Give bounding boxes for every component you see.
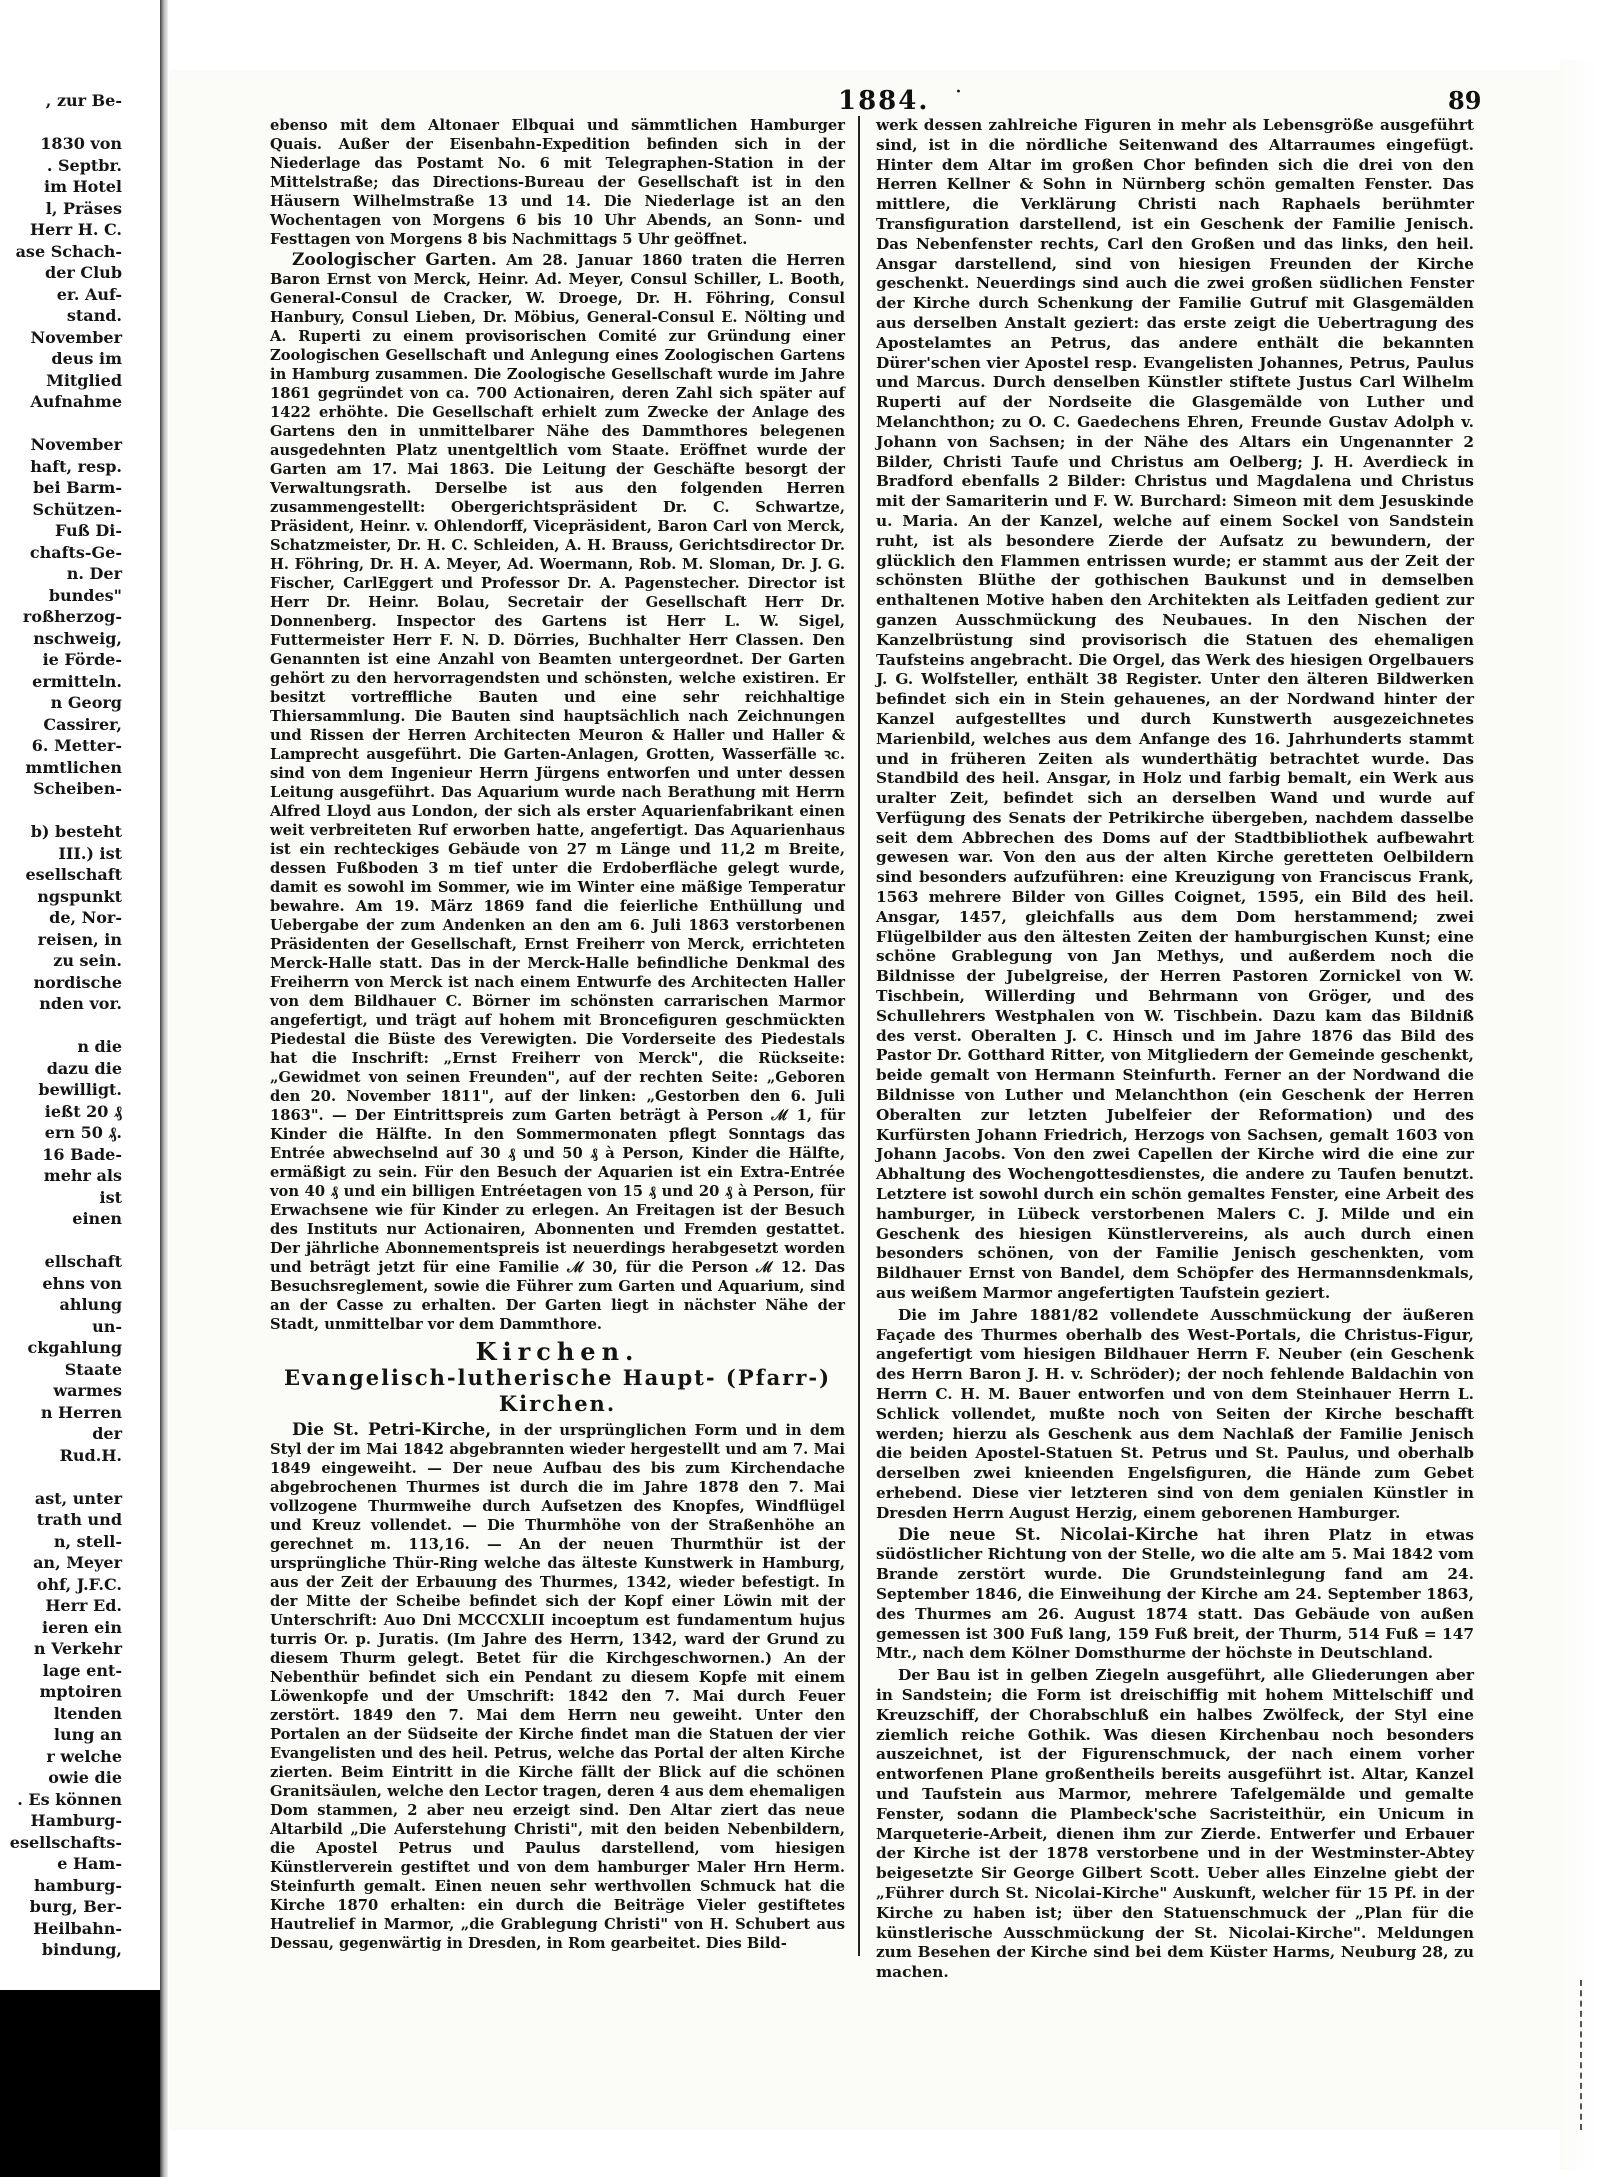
- petri-paragraph: [270, 1421, 845, 1953]
- petri-continued-paragraph: werk dessen zahlreiche Figuren in mehr als Lebensgröße ausgeführt sind, ist in die nördliche Seitenwand des Altarraumes eingefügt. Hinter dem Altar im großen Chor befinden sich die drei von den Herren Kellner & Sohn in Nürnberg schön gemalten Fenster. Das mittlere, die Verklärung Christi nach Raphaels berühmter Transfiguration darstellend, ist ein Geschenk der Familie Jenisch. Das Nebenfenster rechts, Carl den Großen und das links, den heil. Ansgar darstellend, sind von hiesigen Freunden der Kirche geschenkt. Neuerdings sind auch die zwei großen südlichen Fenster der Kirche durch Schenkung der Familie Gutruf mit Glasgemälden aus derselben Anstalt geziert: das erste zeigt die Uebertragung des Apostelamtes an Petrus, das andere enthält die bekannten Dürer'schen vier Apostel resp. Evangelisten Johannes, Petrus, Paulus und Marcus. Durch denselben Künstler stiftete Justus Carl Wilhelm Ruperti auf der Nordseite die Glasgemälde von Luther und Melanchthon; zu O. C. Gaedechens Ehren, Freunde Gustav Adolph v. Johann von Sachsen; in der Nähe des Altars ein Ungenannter 2 Bilder, Christi Taufe und Christus am Oelberg; J. H. Averdieck in Bradford ebenfalls 2 Bilder: Christus und Magdalena und Christus mit der Samariterin und F. W. Burchard: Simeon mit dem Jesuskinde u. Maria. An der Kanzel, welche auf einem Sockel von Sandstein ruht, ist als besondere Zierde der Aufsatz zu bewundern, der glücklich den Flammen entrissen wurde; er stammt aus der Zeit der schönsten Blüthe der gothischen Baukunst und in demselben enthaltenen Motive haben den Architekten als Leitfaden gedient zur ganzen Ausschmückung des Neubaues. In den Nischen der Kanzelbrüstung sind provisorisch die Statuen des ehemaligen Taufsteins angebracht. Die Orgel, das Werk des hiesigen Orgelbauers J. G. Wolfsteller, enthält 38 Register. Unter den älteren Bildwerken befindet sich ein in Stein gehauenes, an der Nordwand hinter der Kanzel aufgestelltes und durch Kunstwerth ausgezeichnetes Marienbild, welches aus dem Anfange des 16. Jahrhunderts stammt und in früheren Zeiten als wunderthätig betrachtet wurde. Das Standbild des heil. Ansgar, in Holz und farbig bemalt, ein Werk aus uralter Zeit, befindet sich an derselben Wand und wurde auf Verfügung des Senats der Petrikirche übergeben, nachdem dasselbe seit dem Abbrechen des Doms auf der Stadtbibliothek aufbewahrt gewesen war. Von den aus der alten Kirche geretteten Oelbildern sind besonders aufzuführen: eine Kreuzigung von Franciscus Frank, 1563 mehrere Bilder von Gilles Coignet, 1595, ein Bild des heil. Ansgar, 1457, gleichfalls aus dem Dom herstammend; zwei Flügelbilder aus den ältesten Zeiten der hamburgischen Kunst; eine schöne Grablegung von Jan Methys, und außerdem noch die Bildnisse der Jubelgreise, der Herren Pastoren Zornickel von W. Tischbein, Willerding und Behrmann von Gröger, und des Schullehrers Westphalen von W. Tischbein. Dazu kam das Bildniß des verst. Oberalten J. C. Hinsch und im Jahre 1876 das Bild des Pastor Dr. Gotthard Ritter, von Mitgliedern der Gemeinde geschenkt, beide gemalt von Hermann Steinfurth. Ferner an der Nordwand die Bildnisse von Luther und Melanchthon (ein Geschenk der Herren Oberalten zur letzten Jubelfeier der Reformation) und des Kurfürsten Johann Friedrich, Herzogs von Sachsen, gemalt 1603 von Johann Jacobs. Von den zwei Capellen der Kirche wird die eine zur Abhaltung des Wochengottesdienstes, die andere zu Taufen benutzt. Letztere ist sowohl durch ein schön gemaltes Fenster, eine Arbeit des hamburger, in Lübeck verstorbenen Malers C. J. Milde und ein Geschenk des hiesigen Künstlervereins, als auch durch einen besonders schönen, von der Familie Jenisch geschenkten, vom Bildhauer Ernst von Bandel, dem Schöpfer des Hermannsdenkmals, aus weißem Marmor angefertigten Taufstein geziert.: [876, 116, 1474, 1303]
- fragment-line: Herr H. C.: [29, 220, 122, 239]
- fragment-line: [0, 1015, 130, 1037]
- fragment-line: ist: [99, 1187, 122, 1207]
- fragment-line: 6. Metter-: [31, 736, 122, 755]
- fragment-line: ieren ein: [42, 1617, 122, 1637]
- fragment-line: Mitglied: [46, 370, 122, 390]
- fragment-line: ießt 20 ₰: [44, 1101, 122, 1121]
- fragment-line: ast, unter: [34, 1488, 122, 1508]
- fragment-line: der: [92, 1424, 122, 1443]
- nicolai-construction-paragraph: Der Bau ist in gelben Ziegeln ausgeführt, alle Gliederungen aber in Sandstein; die Form ist dreischiffig mit hohem Mittelschiff und Kreuzschiff, der Chorabschluß ein halbes Zwölfeck, der Styl eine ziemlich reiche Gothik. Was diesen Kirchenbau noch besonders auszeichnet, ist der Figurenschmuck, der nach einem vorher entworfenen Plane großentheils bereits ausgeführt ist. Altar, Kanzel und Taufstein aus Marmor, mehrere Tafelgemälde und gemalte Fenster, sodann die Plambeck'sche Sacristeithür, ein Unicum in Marqueterie-Arbeit, dienen ihm zur Zierde. Entwerfer und Erbauer der Kirche ist der 1878 verstorbene und in der Westminster-Abtey beigesetzte Sir George Gilbert Scott. Ueber alles Einzelne giebt der „Führer durch St. Nicolai-Kirche" Auskunft, welcher für 15 Pf. in der Kirche zu haben ist; über den Statuenschmuck der „Plan für die künstlerische Ausschmückung der St. Nicolai-Kirche". Meldungen zum Besehen der Kirche sind bei dem Küster Harms, Neuburg 28, zu machen.: [876, 1666, 1474, 1982]
- fragment-line: roßherzog-: [22, 607, 122, 626]
- zoo-paragraph: [270, 251, 845, 1334]
- fragment-line: 16 Bade-: [42, 1144, 122, 1164]
- fragment-line: dazu die: [46, 1058, 122, 1078]
- fragment-line: nden vor.: [39, 994, 122, 1013]
- fragment-line: ahlung: [59, 1295, 122, 1314]
- column-right: [876, 116, 1474, 1985]
- fragment-line: n Verkehr: [33, 1639, 122, 1658]
- fragment-line: n Herren: [40, 1402, 122, 1422]
- header-year: 1884.: [838, 86, 930, 116]
- fragment-line: n die: [77, 1037, 122, 1056]
- fragment-line: esellschaft: [25, 865, 122, 884]
- fragment-line: hamburg-: [33, 1875, 122, 1895]
- fragment-line: de, Nor-: [49, 908, 122, 927]
- fragment-line: November: [30, 327, 122, 347]
- fragment-line: bindung,: [41, 1940, 122, 1959]
- fragment-line: n, stell-: [53, 1531, 122, 1551]
- fragment-line: deus im: [51, 349, 122, 368]
- facing-page-fragment: [0, 90, 130, 1980]
- fragment-line: . Septbr.: [46, 155, 122, 175]
- fragment-line: mptoiren: [39, 1682, 122, 1701]
- fragment-line: reisen, in: [37, 929, 122, 949]
- zoo-heading: Zoologischer Garten.: [292, 250, 497, 270]
- section-subtitle: Evangelisch-lutherische Haupt- (Pfarr-) Kirchen.: [283, 1365, 832, 1416]
- nicolai-text: hat ihren Platz in etwas südöstlicher Richtung von der Stelle, wo die alte am 5. Mai 1842 vom Brande zerstört wurde. Die Grundsteinlegung fand am 24. September 1846, die Einweihung der Kirche am 24. September 1863, des Thurmes am 26. August 1874 statt. Das Gebäude von außen gemessen ist 300 Fuß lang, 159 Fuß breit, der Thurm, 514 Fuß = 147 Mtr., nach dem Kölner Domsthurme der höchste in Deutschland.: [876, 1525, 1474, 1663]
- fragment-line: an, Meyer: [33, 1553, 122, 1572]
- fragment-line: Heilbahn-: [33, 1918, 122, 1938]
- fragment-line: [0, 1230, 130, 1252]
- fragment-line: bewilligt.: [38, 1080, 122, 1099]
- fragment-line: der Club: [45, 263, 122, 282]
- fragment-line: Rud.H.: [59, 1445, 122, 1465]
- fragment-line: haft, resp.: [30, 456, 122, 476]
- fragment-line: III.) ist: [58, 843, 122, 863]
- intro-paragraph: ebenso mit dem Altonaer Elbquai und sämmtlichen Hamburger Quais. Außer der Eisenbahn-Expedition befinden sich in der Niederlage das Postamt No. 6 mit Telegraphen-Station in der Mittelstraße; das Directions-Bureau der Gesellschaft ist in den Häusern Wilhelmstraße 13 und 14. Die Niederlage ist an den Wochentagen von Morgens 6 bis 10 Uhr Abends, an Sonn- und Festtagen von Morgens 8 bis Nachmittags 5 Uhr geöffnet.: [270, 117, 845, 248]
- column-rule: [858, 116, 860, 1956]
- fragment-line: im Hotel: [43, 177, 122, 196]
- fragment-line: owie die: [48, 1768, 122, 1787]
- fragment-line: burg, Ber-: [29, 1897, 122, 1916]
- fragment-line: n. Der: [66, 564, 122, 583]
- fragment-line: Aufnahme: [30, 392, 122, 411]
- section-title: Kirchen.: [475, 1337, 640, 1366]
- fragment-line: Fuß Di-: [54, 521, 122, 540]
- fragment-line: [0, 800, 130, 822]
- fragment-line: Herr Ed.: [45, 1596, 122, 1615]
- fragment-line: [0, 413, 130, 435]
- fragment-line: ehns von: [42, 1273, 122, 1293]
- fragment-line: lung an: [53, 1725, 122, 1744]
- fragment-line: l, Präses: [45, 198, 122, 218]
- fragment-line: Staate: [64, 1359, 122, 1379]
- fragment-line: ltenden: [53, 1703, 122, 1723]
- fragment-line: chafts-Ge-: [29, 542, 122, 562]
- fragment-line: Schützen-: [32, 499, 122, 519]
- petri-heading: Die St. Petri-Kirche,: [292, 1420, 492, 1440]
- nicolai-paragraph: [876, 1526, 1474, 1665]
- fragment-line: einen: [72, 1209, 122, 1228]
- fragment-line: un-: [92, 1316, 122, 1336]
- scan-border: [0, 1990, 160, 2177]
- facade-paragraph: Die im Jahre 1881/82 vollendete Ausschmückung der äußeren Façade des Thurmes oberhalb des West-Portals, die Christus-Figur, angefertigt vom hiesigen Bildhauer Herrn F. Neuber (ein Geschenk des Herrn Baron J. H. v. Schröder); der noch fehlende Baldachin von Herrn C. H. M. Bauer entworfen und von dem Steinhauer Herrn L. Schlick vollendet, mußte noch von Seiten der Kirche beschafft werden; hierzu als Geschenk aus dem Nachlaß der Familie Jenisch die beiden Apostel-Statuen St. Petrus und St. Paulus, und oberhalb derselben zwei knieenden Engelsfiguren, die Hände zum Gebet erhebend. Diese vier letzteren sind von dem genialen Künstler in Dresden Herrn August Herzig, einem geborenen Hamburger.: [876, 1305, 1474, 1522]
- page-number: 89: [1448, 86, 1482, 115]
- fragment-line: ellschaft: [44, 1252, 122, 1271]
- fragment-line: ckgahlung: [27, 1338, 122, 1357]
- fragment-line: Cassirer,: [43, 714, 122, 734]
- fragment-line: . Es können: [17, 1789, 122, 1809]
- right-margin: [1560, 60, 1600, 2170]
- header-ornament: ·: [955, 80, 962, 105]
- fragment-line: e Ham-: [57, 1854, 122, 1873]
- fragment-line: [0, 112, 130, 134]
- fragment-line: nschweig,: [33, 628, 122, 648]
- fragment-line: er. Auf-: [56, 284, 122, 304]
- fragment-line: lage ent-: [42, 1660, 122, 1680]
- fragment-line: ohf, J.F.C.: [36, 1574, 122, 1594]
- zoo-text: Am 28. Januar 1860 traten die Herren Baron Ernst von Merck, Heinr. Ad. Meyer, Consul Schiller, L. Booth, General-Consul de Cracker, W. Droege, Dr. H. Föhring, Consul Hanbury, Consul Lieben, Dr. Möbius, General-Consul E. Nölting und A. Ruperti zu einem provisorischen Comité zur Gründung einer Zoologischen Gesellschaft und Anlegung eines Zoologischen Gartens in Hamburg zusammen. Die Zoologische Gesellschaft wurde im Jahre 1861 gegründet von ca. 700 Actionairen, deren Zahl sich später auf 1422 erhöhte. Die Gesellschaft erhielt zum Zwecke der Anlage des Gartens den in unmittelbarer Nähe des Dammthores belegenen ausgedehnten Platz unentgeltlich vom Staate. Eröffnet wurde der Garten am 17. Mai 1863. Die Leitung der Geschäfte besorgt der Verwaltungsrath. Derselbe ist aus den folgenden Herren zusammengestellt: Obergerichtspräsident Dr. C. Schwartze, Präsident, Heinr. v. Ohlendorff, Vicepräsident, Baron Carl von Merck, Schatzmeister, Dr. H. C. Schleiden, A. H. Brauss, Gerichtsdirector Dr. H. Föhring, Dr. H. A. Meyer, Ad. Woermann, Rob. M. Sloman, Dr. J. G. Fischer, CarlEggert und Professor Dr. A. Pagenstecher. Director ist Herr Dr. Heinr. Bolau, Secretair der Gesellschaft Herr Dr. Donnenberg. Inspector des Gartens ist Herr L. W. Sigel, Futtermeister Herr F. N. D. Dörries, Buchhalter Herr Classen. Den Genannten ist eine Anzahl von Beamten untergeordnet. Der Garten gehört zu den hervorragendsten und schönsten, welche existiren. Er besitzt vortreffliche Bauten und eine sehr reichhaltige Thiersammlung. Die Bauten sind hauptsächlich nach Zeichnungen und Rissen der Herren Architecten Meuron & Haller und Haller & Lamprecht ausgeführt. Die Garten-Anlagen, Grotten, Wasserfälle ꝛc. sind von dem Ingenieur Herrn Jürgens entworfen und unter dessen Leitung ausgeführt. Das Aquarium wurde nach Berathung mit Herrn Alfred Lloyd aus London, der sich als erster Aquarienfabrikant einen weit verbreiteten Ruf erworben hatte, angefertigt. Das Aquarienhaus ist ein rechteckiges Gebäude von 27 m Länge und 11,2 m Breite, dessen Fußboden 3 m tief unter die Erdoberfläche gelegt wurde, damit es sowohl im Sommer, wie im Winter eine mäßige Temperatur bewahre. Am 19. März 1869 fand die feierliche Enthüllung und Uebergabe der zum Andenken an den am 6. Juli 1863 verstorbenen Präsidenten der Gesellschaft, Ernst Freiherr von Merck, errichteten Merck-Halle statt. Das in der Merck-Halle befindliche Denkmal des Freiherrn von Merck ist nach einem Entwurfe des Architecten Haller von dem Bildhauer C. Börner im schönsten carrarischen Marmor angefertigt, und trägt auf hohem mit Broncefiguren geschmückten Piedestal die Büste des Verewigten. Die Vorderseite des Piedestals hat die Inschrift: „Ernst Freiherr von Merck", die Rückseite: „Gewidmet von seinen Freunden", auf der rechten Seite: „Geboren den 20. November 1811", auf der linken: „Gestorben den 6. Juli 1863". — Der Eintrittspreis zum Garten beträgt à Person ℳ 1, für Kinder die Hälfte. In den Sommermonaten pflegt Sonntags das Entrée abwechselnd auf 30 ₰ und 50 ₰ à Person, Kinder die Hälfte, ermäßigt zu sein. Für den Besuch der Aquarien ist ein Extra-Entrée von 40 ₰ und ein billigen Entréetagen von 15 ₰ und 20 ₰ à Person, für Erwachsene wie für Kinder zu erlegen. An Freitagen ist der Besuch des Instituts nur Actionairen, Abonnenten und Fremden gestattet. Der jährliche Abonnementspreis ist neuerdings herabgesetzt worden und beträgt jetzt für eine Familie ℳ 30, für die Person ℳ 12. Das Besuchsreglement, sowie die Führer zum Garten und Aquarium, sind an der Casse zu erhalten. Der Garten liegt in nächster Nähe der Stadt, unmittelbar vor dem Dammthore.: [270, 252, 846, 1333]
- fragment-line: ern 50 ₰.: [44, 1123, 122, 1142]
- fragment-line: b) besteht: [30, 822, 122, 841]
- fragment-line: mmtlichen: [25, 757, 122, 777]
- fragment-line: trath und: [36, 1510, 122, 1529]
- fragment-line: esellschafts-: [9, 1832, 122, 1852]
- page-fold-shadow: [160, 0, 168, 2177]
- column-left: [270, 116, 845, 1955]
- fragment-line: ngspunkt: [37, 886, 122, 906]
- page-edge-mark: [1580, 1980, 1584, 2130]
- fragment-line: Scheiben-: [33, 779, 122, 798]
- fragment-line: n Georg: [50, 693, 122, 712]
- fragment-line: stand.: [66, 306, 122, 325]
- fragment-line: zu sein.: [53, 951, 122, 970]
- fragment-line: November: [30, 435, 122, 454]
- fragment-line: Hamburg-: [30, 1811, 122, 1830]
- fragment-line: bei Barm-: [33, 478, 122, 497]
- fragment-line: [0, 1466, 130, 1488]
- fragment-line: nordische: [33, 972, 122, 992]
- fragment-line: r welche: [46, 1746, 122, 1766]
- fragment-line: 1830 von: [40, 134, 122, 153]
- fragment-line: ie Förde-: [42, 650, 122, 669]
- nicolai-heading: Die neue St. Nicolai-Kirche: [898, 1524, 1199, 1545]
- fragment-line: ase Schach-: [15, 241, 122, 261]
- petri-text: in der ursprünglichen Form und in dem Styl der im Mai 1842 abgebrannten wieder hergestellt und am 7. Mai 1849 eingeweiht. — Der neue Aufbau des bis zum Kirchendache abgebrochenen Thurmes ist durch die im Jahre 1878 den 7. Mai vollzogene Thurmweihe durch Aufsetzen des Knopfes, Windflügel und Kreuz vollendet. — Die Thurmhöhe von der Straßenhöhe an gerechnet m. 113,16. — An der neuen Thurmthür ist der ursprüngliche Thür-Ring welche das älteste Kunstwerk in Hamburg, aus der Zeit der Erbauung des Thurmes, 1342, wieder befestigt. In der Mitte der Scheibe befindet sich der Kopf einer Löwin mit der Unterschrift: Auo Dni MCCCXLII incoeptum est fundamentum hujus turris Or. p. Juratis. (Im Jahre des Herrn, 1342, ward der Grund zu diesem Thurm gelegt. Betet für die Kirchgeschwornen.) An der Nebenthür befindet sich ein Pendant zu diesem Kopfe mit einem Löwenkopfe und der Umschrift: 1842 den 7. Mai durch Feuer zerstört. 1849 den 7. Mai dem Herrn neu geweiht. Unter den Portalen an der Südseite der Kirche findet man die Statuen der vier Evangelisten und des heil. Petrus, welche das Portal der alten Kirche zierten. Beim Eintritt in die Kirche fällt der Blick auf die schönen Granitsäulen, welche den Lector tragen, deren 4 aus dem ehemaligen Dom stammen, 2 aber neu erzeigt sind. Den Altar ziert das neue Altarbild „Die Auferstehung Christi", mit den beiden Nebenbildern, die Apostel Petrus und Paulus darstellend, vom hiesigen Künstlerverein gestiftet und von dem hamburger Maler Hrn Herm. Steinfurth gemalt. Einen neuen sehr werthvollen Schmuck hat die Kirche 1870 erhalten: ein durch die Beiträge Vieler gestiftetes Hautrelief in Marmor, „die Grablegung Christi" von H. Schubert aus Dessau, gegenwärtig in Dresden, in Rom gearbeitet. Dies Bild-: [270, 1422, 845, 1952]
- fragment-line: ermitteln.: [32, 671, 122, 691]
- fragment-line: mehr als: [43, 1166, 122, 1185]
- fragment-line: , zur Be-: [45, 91, 122, 110]
- fragment-line: bundes": [48, 585, 122, 605]
- fragment-line: warmes: [53, 1381, 122, 1400]
